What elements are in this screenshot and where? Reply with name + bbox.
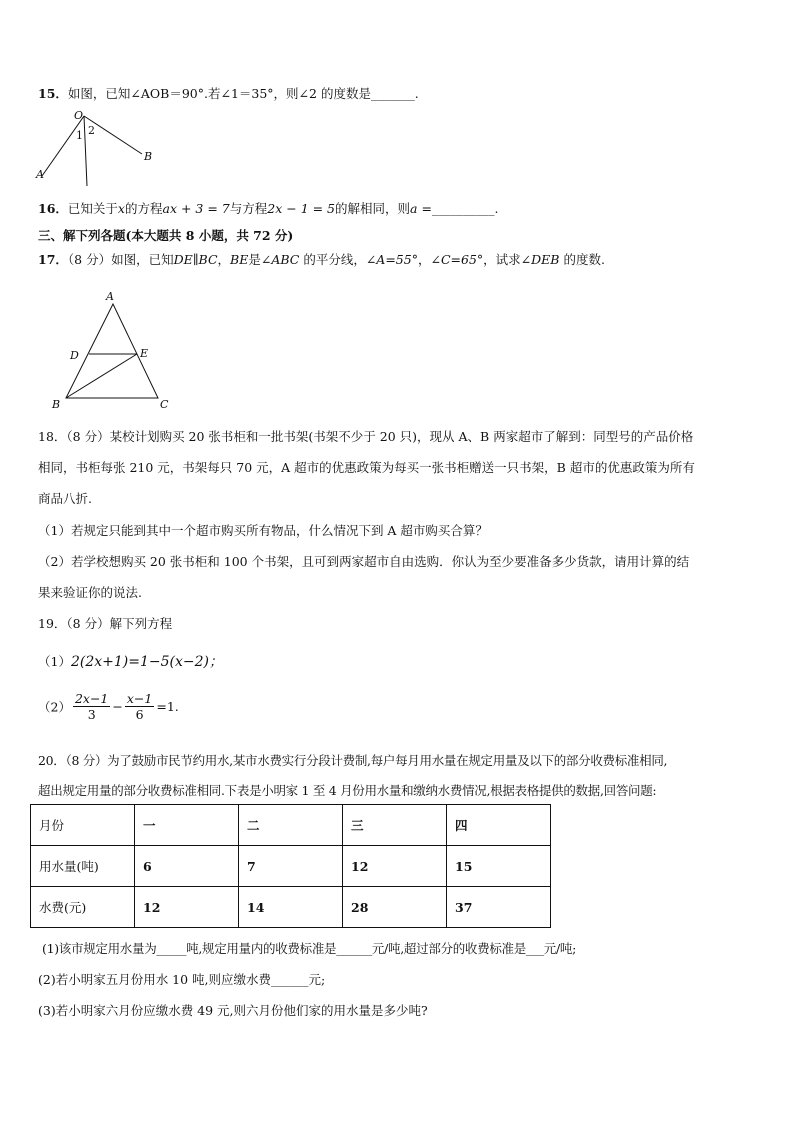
equation-rhs: =1	[156, 699, 175, 714]
label-c: C	[160, 398, 169, 411]
q16-t1: 已知关于	[67, 201, 118, 216]
q16-text	[38, 199, 498, 217]
q19-sub2-label: （2）	[38, 699, 71, 715]
water-fee-table	[30, 804, 551, 928]
label-e: E	[140, 347, 149, 360]
q19-sub1-equation: 2(2x+1)=1−5(x−2)；	[70, 654, 223, 670]
q17-figure	[46, 286, 186, 416]
label-angle1: 1	[76, 129, 83, 142]
q16-end: .	[494, 201, 499, 216]
q17-t5: ，∠	[417, 252, 441, 267]
q15-figure	[30, 106, 160, 188]
q18-line1: 18．（8 分）某校计划购买 20 张书柜和一批书架(书架不少于 20 只)，现从 A、B 两家超市了解到：同型号的产品价格	[38, 429, 694, 444]
q17-number: 17．	[38, 252, 68, 267]
table-cell: 37	[447, 887, 551, 928]
table-row	[31, 887, 551, 928]
q17-t1: 如图，已知	[111, 252, 174, 267]
table-cell: 三	[343, 805, 447, 846]
table-cell: 二	[239, 805, 343, 846]
q16-a-eq: a =	[410, 201, 432, 216]
table-cell: 四	[447, 805, 551, 846]
q17-score: （8 分）	[67, 252, 112, 267]
label-a: A	[36, 168, 44, 181]
q17-deb: DEB	[531, 252, 560, 267]
label-b: B	[52, 398, 61, 411]
table-cell: 12	[135, 887, 239, 928]
q20-line2: 超出规定用量的部分收费标准相同.下表是小明家 1 至 4 月份用水量和缴纳水费情况,根据表格提供的数据,回答问题:	[38, 783, 657, 798]
q17-t2: ，	[217, 252, 231, 267]
table-cell: 12	[343, 846, 447, 887]
q18-line2: 相同，书柜每张 210 元，书架每只 70 元，A 超市的优惠政策为每买一张书柜赠送一只书架，B 超市的优惠政策为所有	[38, 460, 695, 475]
table-cell: 一	[135, 805, 239, 846]
q16-t4: 的解相同，则	[335, 201, 411, 216]
q17-de-bc: DE∥BC	[173, 252, 218, 267]
q15-end: .	[414, 86, 419, 101]
q15-answer-blank[interactable]: _______	[370, 86, 415, 101]
fraction-2	[125, 691, 154, 722]
q19-title: 19．（8 分）解下列方程	[38, 616, 173, 631]
table-row	[31, 805, 551, 846]
q19-sub2	[38, 691, 179, 722]
q17-c-angle: C=65°	[440, 252, 484, 267]
q19-sub1-label: （1）	[38, 654, 71, 669]
q19-end: .	[174, 699, 179, 714]
q20-sub3: (3)若小明家六月份应缴水费 49 元,则六月份他们家的用水量是多少吨?	[38, 1003, 428, 1018]
fraction-1-denominator: 3	[87, 707, 96, 722]
q18-sub2a: （2）若学校想购买 20 张书柜和 100 个书架，且可到两家超市自由选购．你认为至少要准备多少货款，请用计算的结	[38, 554, 690, 569]
q16-x: x	[117, 201, 125, 216]
q17-t7: 的度数.	[559, 252, 605, 267]
q19-sub1	[38, 651, 223, 671]
q17-a-angle: A=55°	[376, 252, 418, 267]
label-b: B	[144, 150, 153, 163]
q17-abc: ABC	[271, 252, 300, 267]
table-cell: 15	[447, 846, 551, 887]
table-row	[31, 846, 551, 887]
ray-oc	[84, 116, 87, 186]
table-cell: 用水量(吨)	[31, 846, 135, 887]
q17-text	[38, 250, 605, 268]
table-cell: 28	[343, 887, 447, 928]
minus-sign: −	[112, 699, 123, 714]
q15-stem: 如图，已知∠AOB＝90°.若∠1＝35°，则∠2 的度数是	[67, 86, 371, 101]
q17-t4: 的平分线，∠	[299, 252, 377, 267]
q20-sub1: (1)该市规定用水量为_____吨,规定用量内的收费标准是______元/吨,超过部分的收费标准是___元/吨;	[42, 941, 576, 956]
table-cell: 14	[239, 887, 343, 928]
section-heading: 三、解下列各题(本大题共 8 小题，共 72 分)	[38, 228, 294, 243]
label-o: O	[74, 109, 84, 122]
table-cell: 水费(元)	[31, 887, 135, 928]
q20-line1: 20．（8 分）为了鼓励市民节约用水,某市水费实行分段计费制,每户每月用水量在规定用量及以下的部分收费标准相同,	[38, 753, 668, 768]
label-angle2: 2	[88, 124, 95, 137]
q17-be: BE	[230, 252, 249, 267]
ray-oa	[42, 116, 84, 176]
table-cell: 月份	[31, 805, 135, 846]
q18-sub2b: 果来验证你的说法.	[38, 585, 142, 600]
label-a: A	[106, 290, 114, 303]
q16-answer-blank[interactable]: __________	[431, 201, 495, 216]
label-d: D	[70, 349, 79, 362]
fraction-1	[73, 691, 110, 722]
q20-sub2: (2)若小明家五月份用水 10 吨,则应缴水费______元;	[38, 972, 326, 987]
q18-sub1: （1）若规定只能到其中一个超市购买所有物品，什么情况下到 A 超市购买合算？	[38, 523, 488, 538]
q16-eq2: 2x − 1 = 5	[267, 201, 336, 216]
q17-t6: ，试求∠	[483, 252, 532, 267]
q15-text	[38, 84, 419, 102]
q16-eq1: ax + 3 = 7	[162, 201, 230, 216]
q18-line3: 商品八折.	[38, 491, 92, 506]
fraction-2-denominator: 6	[135, 707, 144, 722]
q16-number: 16．	[38, 201, 68, 216]
fraction-2-numerator: x−1	[126, 691, 153, 706]
table-cell: 7	[239, 846, 343, 887]
q16-t3: 与方程	[229, 201, 268, 216]
q15-number: 15．	[38, 86, 68, 101]
fraction-1-numerator: 2x−1	[74, 691, 109, 706]
table-cell: 6	[135, 846, 239, 887]
q16-t2: 的方程	[124, 201, 163, 216]
q17-t3: 是∠	[248, 252, 272, 267]
